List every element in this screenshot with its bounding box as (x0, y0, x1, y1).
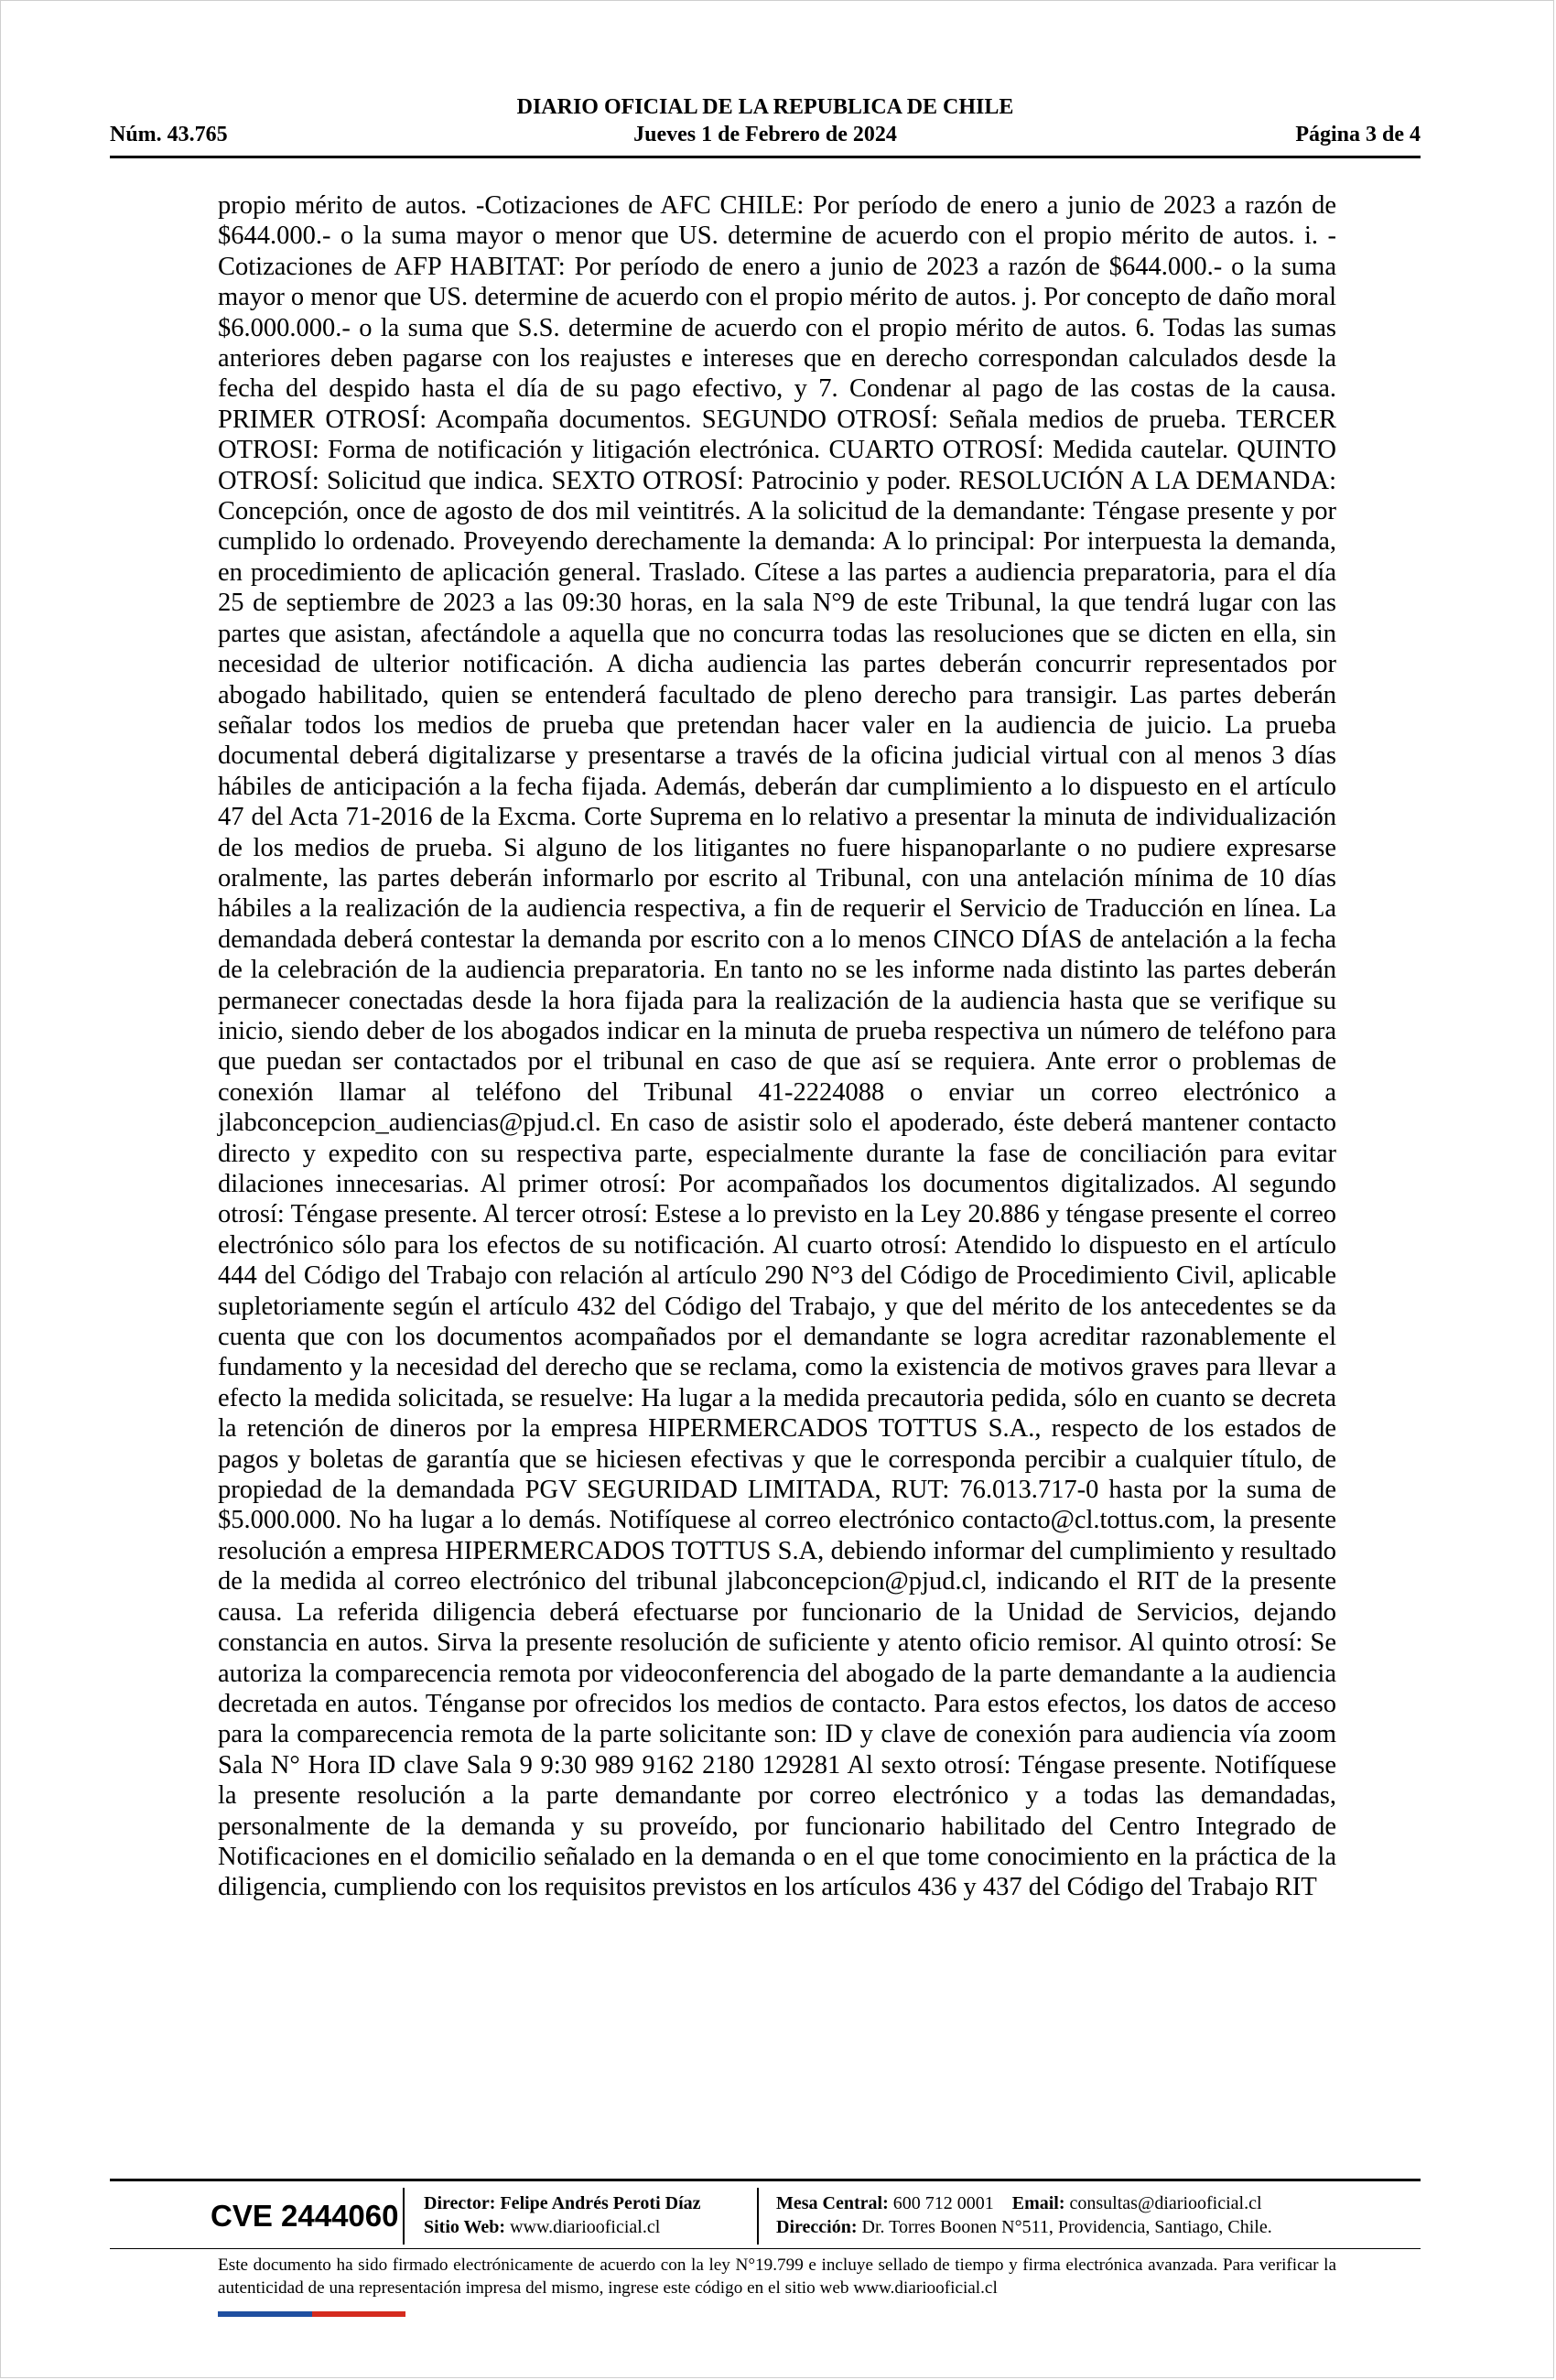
newspaper-title: DIARIO OFICIAL DE LA REPUBLICA DE CHILE (516, 95, 1014, 119)
footer-separator (403, 2188, 405, 2245)
cve-code: CVE 2444060 (211, 2199, 399, 2233)
director-block (424, 2191, 701, 2239)
masthead (110, 92, 1421, 156)
footer-divider-top (110, 2179, 1421, 2181)
flag-stripe-blue (218, 2311, 312, 2317)
central-label: Mesa Central: (776, 2193, 889, 2213)
contact-block (776, 2191, 1272, 2239)
flag-stripe (218, 2311, 405, 2317)
address-value: Dr. Torres Boonen N°511, Providencia, Santiago, Chile. (861, 2217, 1272, 2237)
flag-stripe-red (312, 2311, 406, 2317)
email-label: Email: (1011, 2193, 1065, 2213)
document-body: propio mérito de autos. -Cotizaciones de AFC CHILE: Por período de enero a junio de 2023 a razón de $644.000.- o la suma mayor o menor que US. determine de acuerdo con el propio mérito de autos. i. -Cotizaciones de AFP HABITAT: Por período de enero a junio de 2023 a razón de $644.000.- o la suma mayor o menor que US. determine de acuerdo con el propio mérito de autos. j. Por concepto de daño moral $6.000.000.- o la suma que S.S. determine de acuerdo con el propio mérito de autos. 6. Todas las sumas anteriores deben pagarse con los reajustes e intereses que en derecho correspondan calculados desde la fecha del despido hasta el día de su pago efectivo, y 7. Condenar al pago de las costas de la causa. PRIMER OTROSÍ: Acompaña documentos. SEGUNDO OTROSÍ: Señala medios de prueba. TERCER OTROSI: Forma de notificación y litigación electrónica. CUARTO OTROSÍ: Medida cautelar. QUINTO OTROSÍ: Solicitud que indica. SEXTO OTROSÍ: Patrocinio y poder. RESOLUCIÓN A LA DEMANDA: Concepción, once de agosto de dos mil veintitrés. A la solicitud de la demandante: Téngase presente y por cumplido lo ordenado. Proveyendo derechamente la demanda: A lo principal: Por interpuesta la demanda, en procedimiento de aplicación general. Traslado. Cítese a las partes a audiencia preparatoria, para el día 25 de septiembre de 2023 a las 09:30 horas, en la sala N°9 de este Tribunal, la que tendrá lugar con las partes que asistan, afectándole a aquella que no concurra todas las resoluciones que se dicten en ella, sin necesidad de ulterior notificación. A dicha audiencia las partes deberán concurrir representados por abogado habilitado, quien se entenderá facultado de pleno derecho para transigir. Las partes deberán señalar todos los medios de prueba que pretendan hacer valer en la audiencia de juicio. La prueba documental deberá digitalizarse y presentarse a través de la oficina judicial virtual con al menos 3 días hábiles de anticipación a la fecha fijada. Además, deberán dar cumplimiento a lo dispuesto en el artículo 47 del Acta 71-2016 de la Excma. Corte Suprema en lo relativo a presentar la minuta de individualización de los medios de prueba. Si alguno de los litigantes no fuere hispanoparlante o no pudiere expresarse oralmente, las partes deberán informarlo por escrito al Tribunal, con una antelación mínima de 10 días hábiles a la realización de la audiencia respectiva, a fin de requerir el Servicio de Traducción en línea. La demandada deberá contestar la demanda por escrito con a lo menos CINCO DÍAS de antelación a la fecha de la celebración de la audiencia preparatoria. En tanto no se les informe nada distinto las partes deberán permanecer conectadas desde la hora fijada para la realización de la audiencia hasta que se verifique su inicio, siendo deber de los abogados indicar en la minuta de prueba respectiva un número de teléfono para que puedan ser contactados por el tribunal en caso de que así se requiera. Ante error o problemas de conexión llamar al teléfono del Tribunal 41-2224088 o enviar un correo electrónico a jlabconcepcion_audiencias@pjud.cl. En caso de asistir solo el apoderado, éste deberá mantener contacto directo y expedito con su respectiva parte, especialmente durante la fase de conciliación para evitar dilaciones innecesarias. Al primer otrosí: Por acompañados los documentos digitalizados. Al segundo otrosí: Téngase presente. Al tercer otrosí: Estese a lo previsto en la Ley 20.886 y téngase presente el correo electrónico sólo para los efectos de su notificación. Al cuarto otrosí: Atendido lo dispuesto en el artículo 444 del Código del Trabajo con relación al artículo 290 N°3 del Código de Procedimiento Civil, aplicable supletoriamente según el artículo 432 del Código del Trabajo, y que del mérito de los antecedentes se da cuenta que con los documentos acompañados por el demandante se logra acreditar razonablemente el fundamento y la necesidad del derecho que se reclama, como la existencia de motivos graves para llevar a efecto la medida solicitada, se resuelve: Ha lugar a la medida precautoria pedida, sólo en cuanto se decreta la retención de dineros por la empresa HIPERMERCADOS TOTTUS S.A., respecto de los estados de pagos y boletas de garantía que se hiciesen efectivas y que le corresponda percibir a cualquier título, de propiedad de la demandada PGV SEGURIDAD LIMITADA, RUT: 76.013.717-0 hasta por la suma de $5.000.000. No ha lugar a lo demás. Notifíquese al correo electrónico contacto@cl.tottus.com, la presente resolución a empresa HIPERMERCADOS TOTTUS S.A, debiendo informar del cumplimiento y resultado de la medida al correo electrónico del tribunal jlabconcepcion@pjud.cl, indicando el RIT de la presente causa. La referida diligencia deberá efectuarse por funcionario de la Unidad de Servicios, dejando constancia en autos. Sirva la presente resolución de suficiente y atento oficio remisor. Al quinto otrosí: Se autoriza la comparecencia remota por videoconferencia del abogado de la parte demandante a la audiencia decretada en autos. Ténganse por ofrecidos los medios de contacto. Para estos efectos, los datos de acceso para la comparecencia remota de la parte solicitante son: ID y clave de conexión para audiencia vía zoom Sala N° Hora ID clave Sala 9 9:30 989 9162 2180 129281 Al sexto otrosí: Téngase presente. Notifíquese la presente resolución a la parte demandante por correo electrónico y a todas las demandadas, personalmente de la demanda y su proveído, por funcionario habilitado del Centro Integrado de Notificaciones en el domicilio señalado en la demanda o en el que tome conocimiento en la práctica de la diligencia, cumpliendo con los requisitos previstos en los artículos 436 y 437 del Código del Trabajo RIT (218, 191, 1336, 1902)
footer-divider-bottom (110, 2248, 1421, 2249)
header-divider (110, 156, 1421, 158)
footer-info (110, 2184, 1421, 2248)
issue-number: Núm. 43.765 (110, 123, 228, 146)
email-link[interactable]: consultas@diariooficial.cl (1069, 2193, 1262, 2213)
site-link[interactable]: www.diariooficial.cl (510, 2217, 661, 2237)
director-label: Director: (424, 2193, 496, 2213)
footer-separator (757, 2188, 759, 2245)
legal-notice: Este documento ha sido firmado electrónicamente de acuerdo con la ley N°19.799 e incluye sellado de tiempo y firma electrónica avanzada. Para verificar la autenticidad de una representación impresa del mismo, ingrese este código en el sitio web www.diariooficial.cl (218, 2256, 1336, 2298)
issue-date: Jueves 1 de Febrero de 2024 (633, 123, 897, 146)
director-name: Felipe Andrés Peroti Díaz (500, 2193, 701, 2213)
site-label: Sitio Web: (424, 2217, 506, 2237)
central-phone: 600 712 0001 (892, 2193, 994, 2213)
page-indicator: Página 3 de 4 (1295, 123, 1421, 146)
address-label: Dirección: (776, 2217, 858, 2237)
